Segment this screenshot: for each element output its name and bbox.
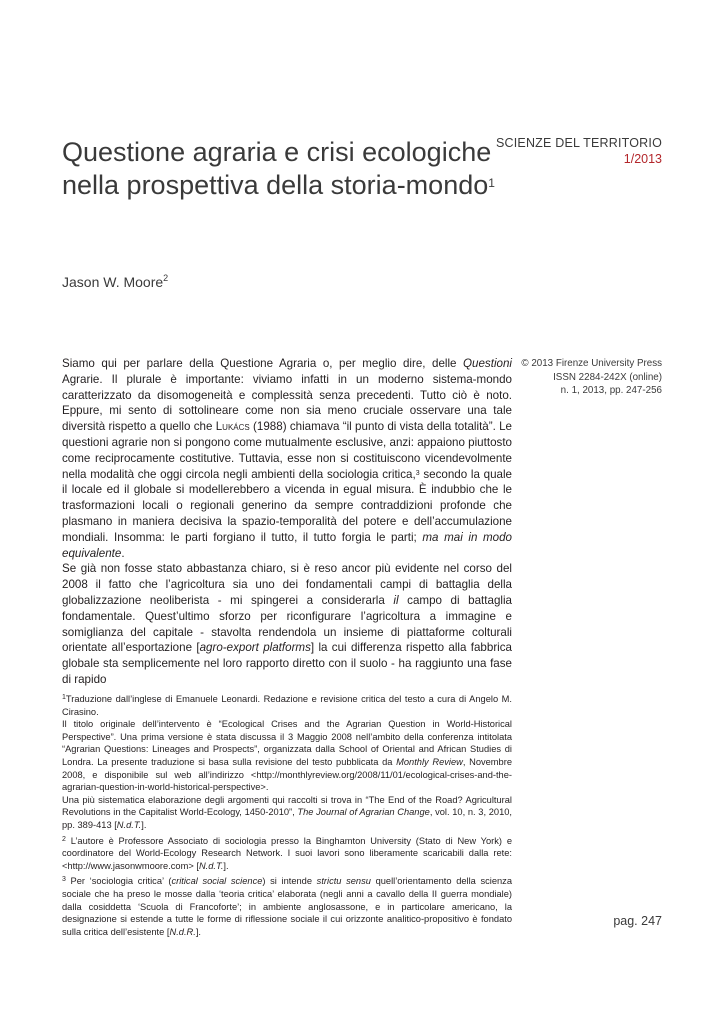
copyright-pages: n. 1, 2013, pp. 247-256 <box>560 385 662 396</box>
footnote-2: $^2$ L’autore è Professore Associato di sociologia presso la Binghamton University (Stato di New York) e coordinatore del World-Ecology Research Network. I suoi lavori sono liberamente scaricabili dalla rete: <http://www.jasonwmoore.com> [N.d.T.]. <box>62 835 512 871</box>
footnote-1: $^1$Traduzione dall’inglese di Emanuele Leonardi. Redazione e revisione critica del testo a cura di Angelo M. Cirasino. Il titolo originale dell’intervento è “Ecological Crises and the Agrarian Question in World-Historical Perspective”. Una prima versione è stata discussa il 3 Maggio 2008 nell’ambito della conferenza intitolata “Agrarian Questions: Lineages and Prospects”, organizzata dalla School of Oriental and African Studies di Londra. La presente traduzione si basa sulla revisione del testo pubblicata da Monthly Review, Novembre 2008, e disponibile sul web all’indirizzo <http://monthlyreview.org/2008/11/01/ecological-crises-and-the-agrarian-question-in-world-historical-perspective>. Una più sistematica elaborazione degli argomenti qui raccolti si trova in “The End of the Road? Agricultural Revolutions in the Capitalist World-Ecology, 1450-2010”, The Journal of Agrarian Change, vol. 10, n. 3, 2010, pp. 389-413 [N.d.T.]. <box>62 694 512 830</box>
body-paragraph-1: Siamo qui per parlare della Questione Agraria o, per meglio dire, delle Questioni Agrarie. Il plurale è importante: viviamo infatti in un moderno sistema-mondo caratterizzato da disomogeneità e complessità senza precedenti. Tutto ciò è noto. Eppure, mi sento di sottolineare come non sia meno cruciale osservare una tale diversità rispetto a quello che Lukács (1988) chiamava “il punto di vista della totalità”. Le questioni agrarie non si pongono come mutualmente esclusive, anzi: appaiono piuttosto come reciprocamente costitutive. Tuttavia, esse non si costituiscono vicendevolmente nella modalità che oggi circola negli ambienti della sociologia critica,$^3$ secondo la quale il locale ed il globale si modellerebbero a vicenda in egual misura. È indubbio che le trasformazioni locali o regionali generino da sempre contraddizioni profonde che plasmano in maniera decisiva la spazio-temporalità del potere e dell’accumulazione mondiali. Insomma: le parti forgiano il tutto, il tutto forgia le parti; ma mai in modo equivalente. <box>62 357 513 560</box>
footnote-3: $^3$ Per ‘sociologia critica’ (critical social science) si intende strictu sensu quell’orientamento della scienza sociale che ha preso le mosse dalla ‘teoria critica’ elaborata (negli anni a cavallo della II guerra mondiale) dalla cosiddetta ‘Scuola di Francoforte’; in ambiente anglosassone, e in particolare americano, la designazione si estende a tutte le forme di riflessione sociale il cui orizzonte analitico-propositivo è fondato sulla critica dell’esistente [N.d.R.]. <box>62 876 512 937</box>
author-name: Jason W. Moore <box>62 274 164 290</box>
title-line-2: nella prospettiva della storia-mondo <box>62 170 489 200</box>
author-line <box>62 274 168 290</box>
copyright-block <box>521 357 662 398</box>
body-paragraph-2: Se già non fosse stato abbastanza chiaro, si è reso ancor più evidente nel corso del 2008 il fatto che l’agricoltura sia uno dei fondamentali campi di battaglia della globalizzazione neoliberista - mi spingerei a considerarla il campo di battaglia fondamentale. Quest’ultimo sforzo per riconfigurare l’agricoltura a immagine e somiglianza del capitale - stavolta rendendola un insieme di piattaforme colturali orientate all’esportazione [agro-export platforms] la cui differenza rispetto alla fabbrica globale sta semplicemente nel loro rapporto diretto con il suolo - ha raggiunto una fase di rapido <box>62 562 512 686</box>
article-title <box>62 136 522 202</box>
cited-author-lukacs: Lukács <box>215 420 250 434</box>
footnotes <box>62 693 512 941</box>
journal-name: SCIENZE DEL TERRITORIO <box>495 136 662 150</box>
copyright-issn: ISSN 2284-242X (online) <box>553 371 662 383</box>
title-footnote-ref[interactable]: 1 <box>488 176 495 190</box>
footnote-ref-3[interactable]: 3 <box>415 469 420 477</box>
author-footnote-ref[interactable]: 2 <box>163 273 169 283</box>
title-line-1: Questione agraria e crisi ecologiche <box>62 137 492 167</box>
body-text <box>62 356 512 688</box>
journal-issue: 1/2013 <box>623 152 662 166</box>
copyright-publisher: © 2013 Firenze University Press <box>521 358 662 369</box>
journal-header <box>496 135 662 167</box>
page-number: pag. 247 <box>613 914 662 928</box>
